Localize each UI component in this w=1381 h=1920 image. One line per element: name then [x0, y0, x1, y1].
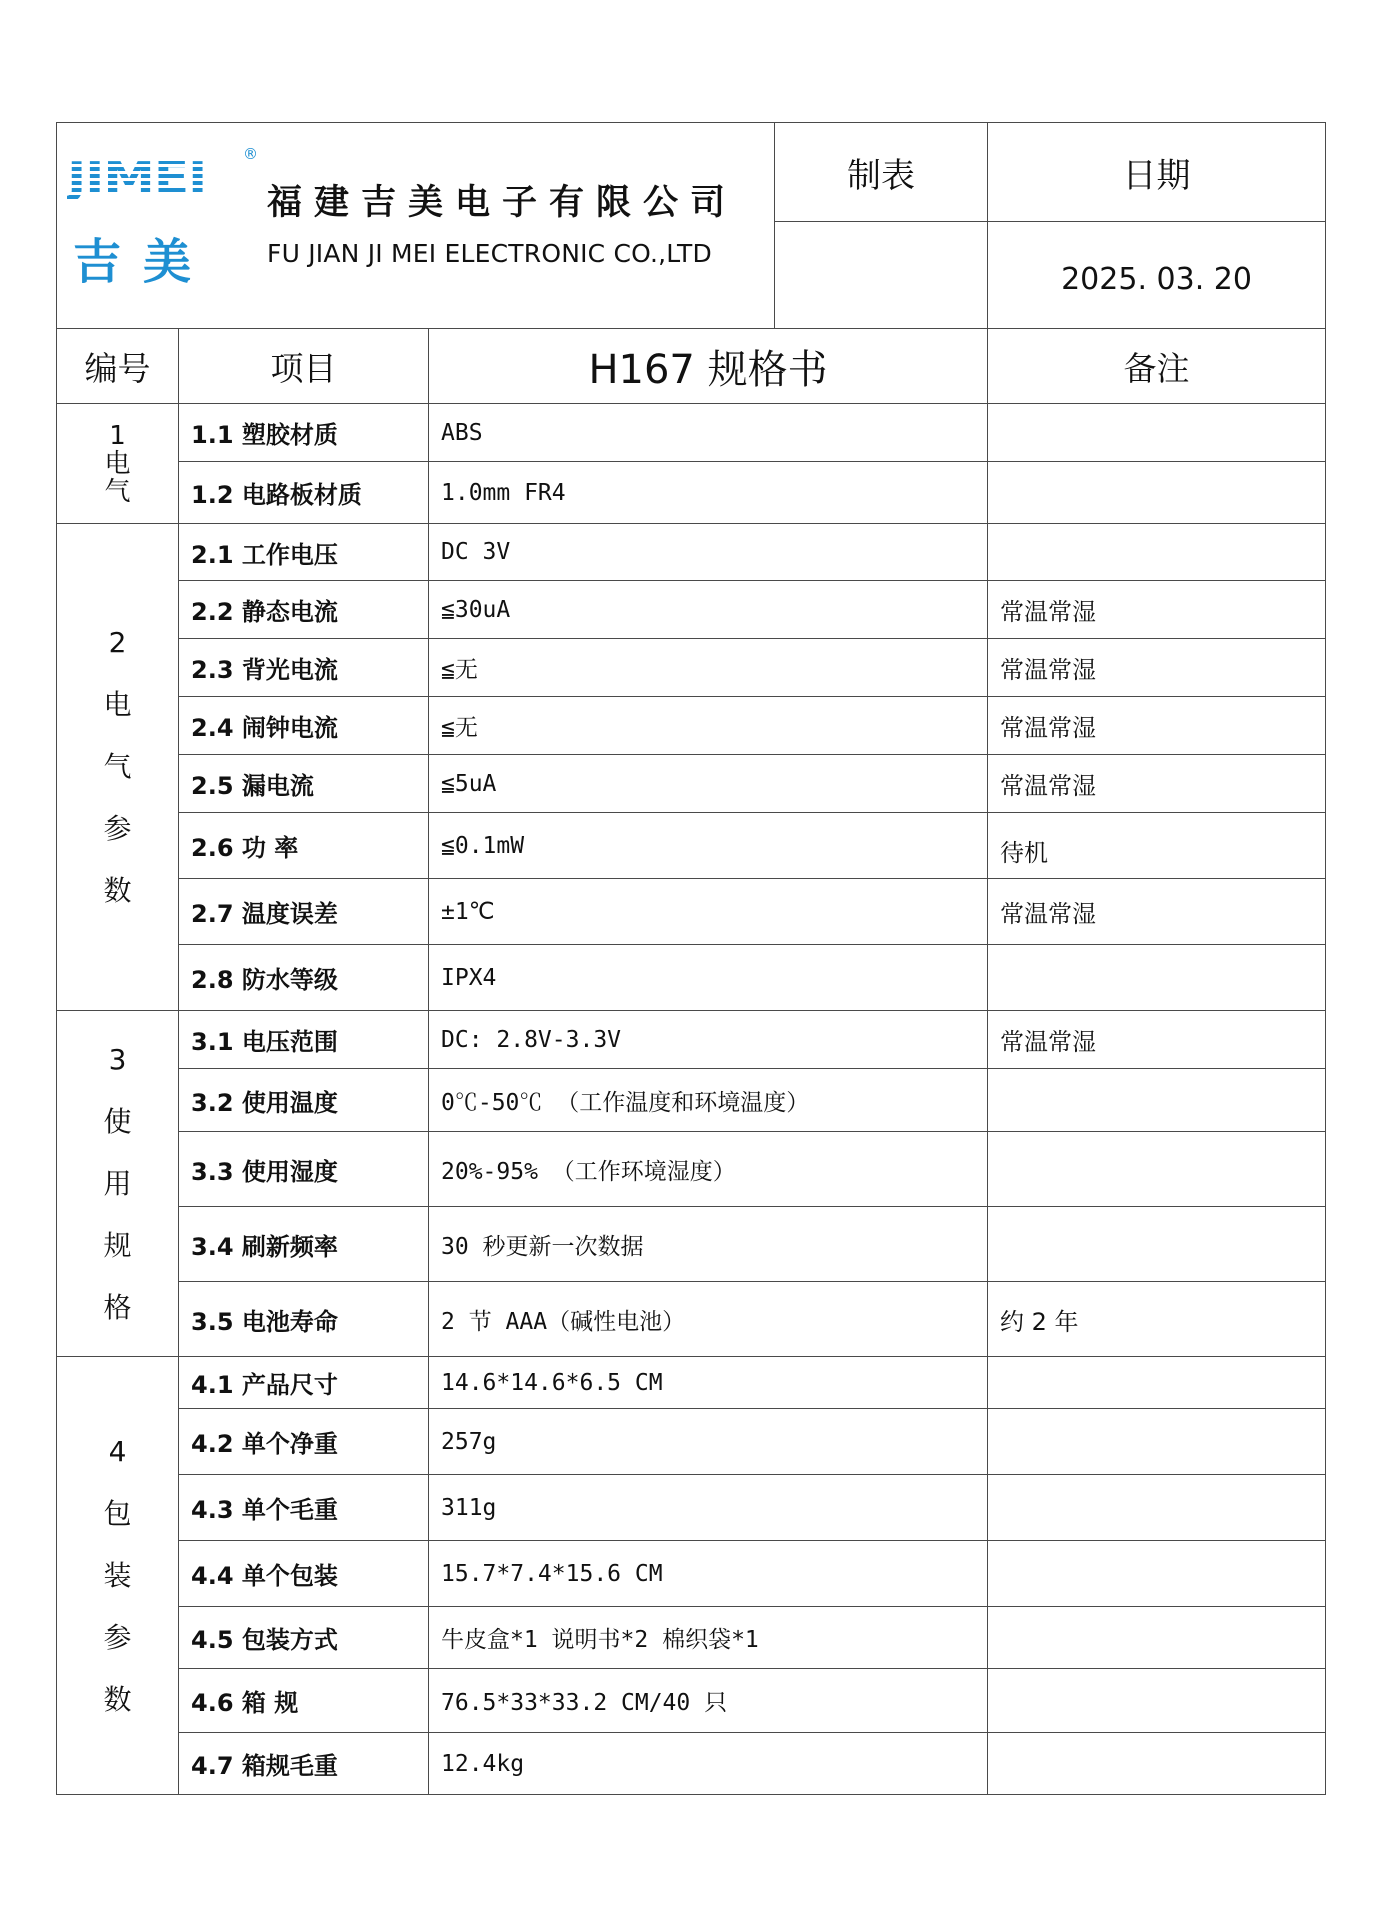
- company-name-cn: 福建吉美电子有限公司: [267, 183, 738, 223]
- table-row: [57, 697, 1326, 755]
- spec-table: [56, 122, 1326, 1795]
- item-label: 1.2 电路板材质: [179, 462, 429, 524]
- date-value: 2025. 03. 20: [988, 222, 1326, 329]
- company-header: [57, 123, 775, 329]
- item-remark: [988, 404, 1326, 462]
- item-label: 2.3 背光电流: [179, 639, 429, 697]
- table-row: [57, 813, 1326, 879]
- item-remark: [988, 1669, 1326, 1733]
- item-value: 30 秒更新一次数据: [429, 1207, 988, 1282]
- section-label: 4 包 装 参 数: [57, 1357, 179, 1795]
- item-label: 4.3 单个毛重: [179, 1475, 429, 1541]
- item-remark: 常温常湿: [988, 697, 1326, 755]
- item-label: 2.8 防水等级: [179, 945, 429, 1011]
- table-row: [57, 581, 1326, 639]
- item-remark: [988, 1132, 1326, 1207]
- item-label: 3.1 电压范围: [179, 1011, 429, 1069]
- section-label: 3 使 用 规 格: [57, 1011, 179, 1357]
- item-label: 2.6 功 率: [179, 813, 429, 879]
- item-remark: [988, 524, 1326, 581]
- column-remark: 备注: [988, 329, 1326, 404]
- item-value: 311g: [429, 1475, 988, 1541]
- table-row: [57, 879, 1326, 945]
- table-row: [57, 1282, 1326, 1357]
- item-remark: [988, 1207, 1326, 1282]
- item-label: 1.1 塑胶材质: [179, 404, 429, 462]
- table-row: [57, 404, 1326, 462]
- table-row: [57, 524, 1326, 581]
- made-by-value: [775, 222, 988, 329]
- item-value: ≦无: [429, 697, 988, 755]
- item-value: 257g: [429, 1409, 988, 1475]
- item-label: 3.5 电池寿命: [179, 1282, 429, 1357]
- item-value: 76.5*33*33.2 CM/40 只: [429, 1669, 988, 1733]
- item-remark: [988, 945, 1326, 1011]
- item-value: IPX4: [429, 945, 988, 1011]
- registered-mark: ®: [243, 145, 258, 163]
- item-label: 4.7 箱规毛重: [179, 1733, 429, 1795]
- item-value: ABS: [429, 404, 988, 462]
- item-remark: [988, 1733, 1326, 1795]
- table-row: [57, 945, 1326, 1011]
- item-value: 20%-95% （工作环境湿度）: [429, 1132, 988, 1207]
- table-row: [57, 755, 1326, 813]
- item-label: 4.4 单个包装: [179, 1541, 429, 1607]
- table-row: [57, 1069, 1326, 1132]
- item-label: 3.4 刷新频率: [179, 1207, 429, 1282]
- item-label: 2.7 温度误差: [179, 879, 429, 945]
- item-label: 3.2 使用温度: [179, 1069, 429, 1132]
- item-remark: 常温常湿: [988, 879, 1326, 945]
- item-label: 2.5 漏电流: [179, 755, 429, 813]
- item-value: ±1℃: [429, 879, 988, 945]
- item-remark: [988, 1475, 1326, 1541]
- item-remark: 常温常湿: [988, 639, 1326, 697]
- item-label: 4.5 包装方式: [179, 1607, 429, 1669]
- item-label: 4.1 产品尺寸: [179, 1357, 429, 1409]
- item-value: 牛皮盒*1 说明书*2 棉织袋*1: [429, 1607, 988, 1669]
- company-name-en: FU JIAN JI MEI ELECTRONIC CO.,LTD: [267, 239, 712, 268]
- item-remark: 常温常湿: [988, 581, 1326, 639]
- table-row: [57, 639, 1326, 697]
- table-row: [57, 1132, 1326, 1207]
- item-label: 2.2 静态电流: [179, 581, 429, 639]
- item-value: 15.7*7.4*15.6 CM: [429, 1541, 988, 1607]
- item-value: ≦0.1mW: [429, 813, 988, 879]
- table-row: [57, 1011, 1326, 1069]
- item-remark: 约 2 年: [988, 1282, 1326, 1357]
- spec-sheet: [56, 122, 1325, 1795]
- item-remark: [988, 1541, 1326, 1607]
- table-row: [57, 1475, 1326, 1541]
- item-remark: [988, 1607, 1326, 1669]
- item-value: 0℃-50℃ （工作温度和环境温度）: [429, 1069, 988, 1132]
- item-remark: [988, 1409, 1326, 1475]
- item-remark: 常温常湿: [988, 755, 1326, 813]
- section-label: 1 电 气: [57, 404, 179, 524]
- item-value: ≦无: [429, 639, 988, 697]
- section-label: 2 电 气 参 数: [57, 524, 179, 1011]
- item-value: DC: 2.8V-3.3V: [429, 1011, 988, 1069]
- column-number: 编号: [57, 329, 179, 404]
- document-title: H167 规格书: [429, 329, 988, 404]
- table-row: [57, 1207, 1326, 1282]
- item-value: 14.6*14.6*6.5 CM: [429, 1357, 988, 1409]
- item-remark: [988, 1069, 1326, 1132]
- item-label: 4.2 单个净重: [179, 1409, 429, 1475]
- item-label: 2.1 工作电压: [179, 524, 429, 581]
- table-row: [57, 1409, 1326, 1475]
- table-row: [57, 1669, 1326, 1733]
- table-row: [57, 1607, 1326, 1669]
- item-value: 2 节 AAA（碱性电池）: [429, 1282, 988, 1357]
- item-label: 4.6 箱 规: [179, 1669, 429, 1733]
- item-value: 12.4kg: [429, 1733, 988, 1795]
- item-value: 1.0mm FR4: [429, 462, 988, 524]
- item-value: ≦30uA: [429, 581, 988, 639]
- logo-wordmark: JIMEI: [67, 153, 207, 204]
- column-item: 项目: [179, 329, 429, 404]
- item-remark: 常温常湿: [988, 1011, 1326, 1069]
- item-value: DC 3V: [429, 524, 988, 581]
- item-label: 3.3 使用湿度: [179, 1132, 429, 1207]
- item-remark: [988, 1357, 1326, 1409]
- item-remark: 待机: [988, 813, 1326, 879]
- date-label: 日期: [988, 123, 1326, 222]
- table-row: [57, 1357, 1326, 1409]
- item-label: 2.4 闹钟电流: [179, 697, 429, 755]
- company-logo: [67, 145, 257, 295]
- table-row: [57, 1733, 1326, 1795]
- item-value: ≦5uA: [429, 755, 988, 813]
- item-remark: [988, 462, 1326, 524]
- made-by-label: 制表: [775, 123, 988, 222]
- table-row: [57, 1541, 1326, 1607]
- table-row: [57, 462, 1326, 524]
- logo-chinese: 吉美: [73, 234, 214, 290]
